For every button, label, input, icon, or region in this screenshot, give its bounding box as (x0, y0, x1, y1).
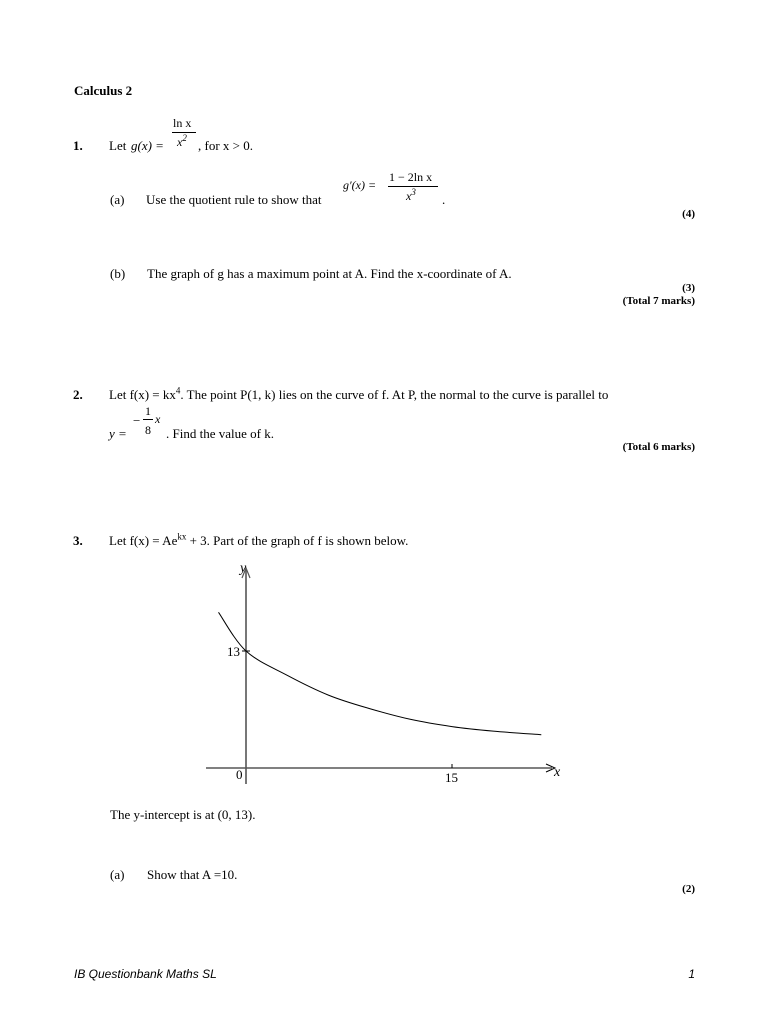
q2-x-variable: x (155, 412, 161, 426)
curve-f (219, 612, 542, 734)
q2-y-equals: y = (109, 426, 127, 441)
q1a-derivative-denominator: $x^3$ (406, 187, 416, 203)
q1-total-marks: (Total 7 marks) (622, 295, 695, 307)
question-2-number: 2. (73, 387, 83, 402)
q3a-label: (a) (110, 867, 125, 882)
q1-fraction-denominator: $x^2$ (177, 133, 187, 149)
page-title: Calculus 2 (74, 83, 133, 98)
x-tick-label-15: 15 (445, 770, 458, 785)
q1a-text: Use the quotient rule to show that (146, 192, 322, 207)
q2-line-2: . Find the value of k. (166, 426, 274, 441)
q1a-derivative-numerator: 1 − 2ln x (389, 170, 433, 184)
q3a-marks: (2) (682, 883, 695, 895)
q3-intercept-text: The y-intercept is at (0, 13). (110, 807, 256, 822)
y-tick-label-13: 13 (227, 644, 240, 659)
q1-let: Let (109, 138, 127, 153)
q1b-label: (b) (110, 266, 126, 281)
q2-fraction-numerator: 1 (145, 404, 151, 418)
q1a-derivative-lhs: g′(x) = (343, 178, 377, 192)
footer-source: IB Questionbank Maths SL (74, 967, 217, 981)
x-axis-label: x (554, 765, 561, 780)
footer-page-number: 1 (688, 967, 695, 981)
q2-minus-sign: − (133, 413, 141, 428)
q1-gx: g(x) = (131, 138, 164, 153)
q2-fraction-denominator: 8 (145, 423, 151, 437)
q1a-marks: (4) (682, 208, 695, 220)
y-axis-label: y (240, 561, 247, 576)
q1a-period: . (442, 192, 446, 207)
q1a-label: (a) (110, 192, 125, 207)
x-tick-label-0: 0 (236, 767, 243, 782)
q2-line-1: Let $f(x) = kx^4$. The point P(1, k) lies on the curve of f. At P, the normal to the curve is parallel to (109, 385, 609, 402)
question-1-number: 1. (73, 138, 83, 153)
q1b-marks: (3) (682, 282, 695, 294)
question-3-number: 3. (73, 533, 83, 548)
q2-total-marks: (Total 6 marks) (622, 441, 695, 453)
q1-fraction-numerator: ln x (173, 116, 192, 130)
q3a-text: Show that A =10. (147, 867, 238, 882)
q3-text: Let $f(x) = Ae^{kx} + 3$. Part of the graph of f is shown below. (109, 531, 409, 548)
q1-condition: , for x > 0. (198, 138, 253, 153)
q1b-text: The graph of g has a maximum point at A. Find the x-coordinate of A. (147, 266, 512, 281)
